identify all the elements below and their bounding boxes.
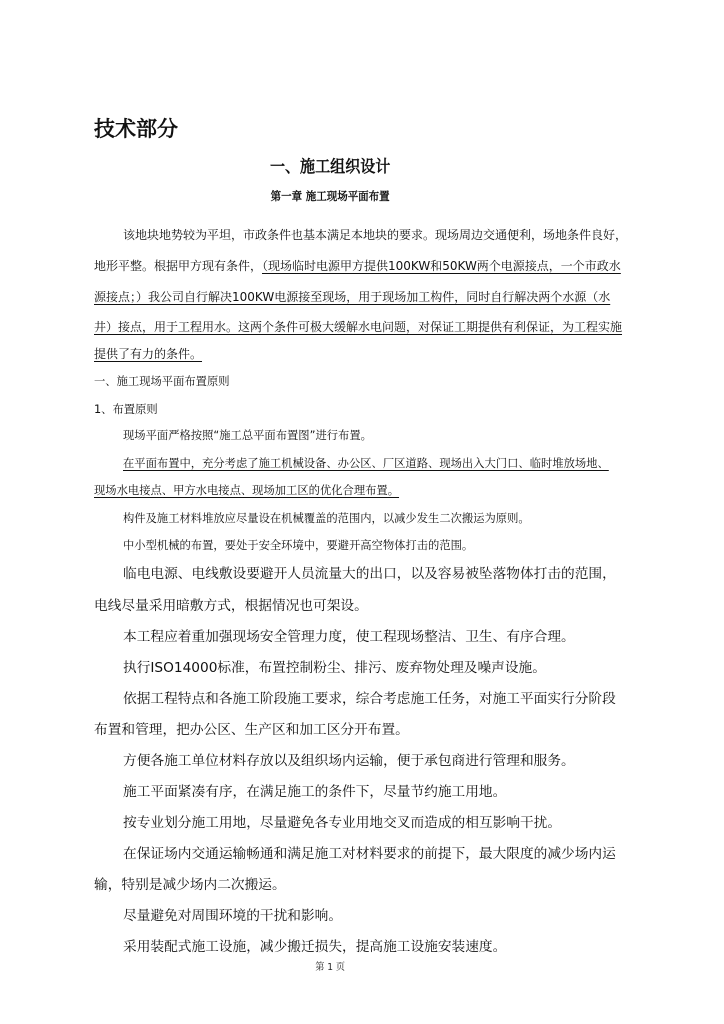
para-power-line-2: 电线尽量采用暗敷方式，根据情况也可架设。 [94, 598, 368, 614]
para-compact: 施工平面紧凑有序，在满足施工的条件下，尽量节约施工用地。 [123, 784, 507, 800]
intro-line-2-underlined: （现场临时电源甲方提供100KW和50KW两个电源接点，一个市政水 [262, 259, 621, 273]
main-title: 一、施工组织设计 [269, 157, 391, 176]
para-consider-line-2: 现场水电接点、甲方水电接点、现场加工区的优化合理布置。 [94, 484, 400, 497]
intro-line-1: 该地块地势较为平坦，市政条件也基本满足本地块的要求。现场周边交通便利，场地条件良好， [123, 228, 628, 242]
para-master-plan: 现场平面严格按照“施工总平面布置图”进行布置。 [123, 429, 372, 442]
para-power-line-1: 临电电源、电线敷设要避开人员流量大的出口，以及容易被坠落物体打击的范围， [123, 566, 616, 582]
heading-principles: 一、施工现场平面布置原则 [94, 375, 230, 388]
heading-layout: 1、布置原则 [94, 403, 158, 416]
para-phases-line-2: 布置和管理，把办公区、生产区和加工区分开布置。 [94, 722, 409, 738]
chapter-title: 第一章 施工现场平面布置 [270, 189, 390, 203]
para-consider-line-1: 在平面布置中，充分考虑了施工机械设备、办公区、厂区道路、现场出入大门口、临时堆放场地、 [123, 457, 609, 470]
para-phases-line-1: 依据工程特点和各施工阶段施工要求，综合考虑施工任务，对施工平面实行分阶段 [123, 691, 616, 707]
para-iso: 执行ISO14000标准，布置控制粉尘、排污、废弃物处理及噪声设施。 [123, 660, 546, 676]
para-safety: 本工程应着重加强现场安全管理力度，使工程现场整洁、卫生、有序合理。 [123, 629, 575, 645]
para-transport-line-1: 在保证场内交通运输畅通和满足施工对材料要求的前提下，最大限度的减少场内运 [123, 846, 616, 862]
para-convenience: 方便各施工单位材料存放以及组织场内运输，便于承包商进行管理和服务。 [123, 753, 575, 769]
intro-line-5: 提供了有力的条件。 [94, 347, 203, 361]
intro-line-4: 井）接点，用于工程用水。这两个条件可极大缓解水电问题，对保证工期提供有利保证，为工程实施 [94, 320, 623, 334]
para-transport-line-2: 输，特别是减少场内二次搬运。 [94, 877, 286, 893]
para-prefab: 采用装配式施工设施，减少搬迁损失，提高施工设施安装速度。 [123, 939, 507, 955]
section-title: 技术部分 [94, 117, 178, 141]
para-small-machines: 中小型机械的布置，要处于安全环境中，要避开高空物体打击的范围。 [123, 539, 474, 552]
para-components: 构件及施工材料堆放应尽量设在机械覆盖的范围内，以减少发生二次搬运为原则。 [123, 512, 530, 525]
intro-line-3: 源接点；）我公司自行解决100KW电源接至现场，用于现场加工构件，同时自行解决两个水源（水 [94, 290, 611, 304]
para-environment: 尽量避免对周围环境的干扰和影响。 [123, 908, 343, 924]
intro-line-2 [94, 257, 621, 274]
para-division: 按专业划分施工用地，尽量避免各专业用地交叉而造成的相互影响干扰。 [123, 815, 562, 831]
page-footer: 第 1 页 [315, 962, 346, 973]
intro-line-2-plain: 地形平整。根据甲方现有条件， [94, 259, 263, 273]
